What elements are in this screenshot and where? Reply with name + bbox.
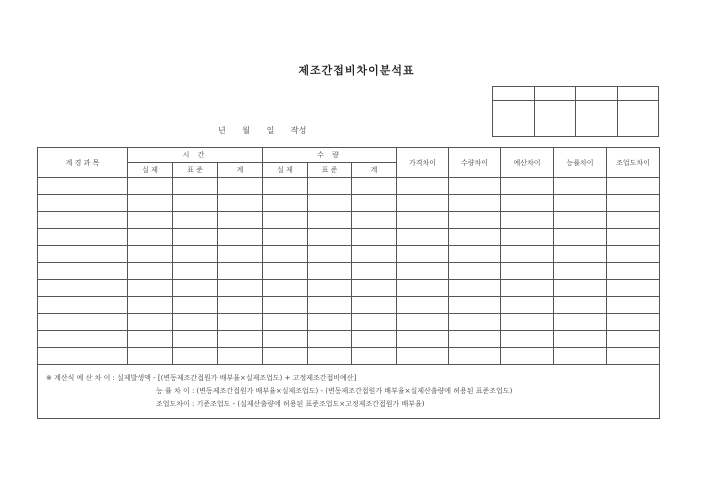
value-cell[interactable] [607, 246, 660, 263]
table-row [38, 195, 660, 212]
value-cell[interactable] [397, 263, 449, 280]
value-cell[interactable] [308, 297, 352, 314]
note-efficiency-variance: 능 률 차 이 : (변동제조간접원가 배부율×실제조업도) - (변동제조간접원가 배부율×실제산출량에 허용된 표준조업도) [156, 387, 513, 395]
approval-sign-cell[interactable] [534, 101, 576, 137]
value-cell[interactable] [352, 314, 397, 331]
value-cell[interactable] [449, 229, 501, 246]
value-cell[interactable] [501, 331, 554, 348]
note-operation-variance: 조업도차이 : 기준조업도 - (실제산출량에 허용된 표준조업도×고정제조간접원가 배부율) [156, 400, 425, 408]
value-cell[interactable] [449, 195, 501, 212]
account-cell[interactable] [38, 314, 128, 331]
account-cell[interactable] [38, 246, 128, 263]
header-quantity: 수 량 [263, 148, 397, 163]
value-cell[interactable] [397, 348, 449, 365]
value-cell[interactable] [501, 297, 554, 314]
value-cell[interactable] [449, 280, 501, 297]
value-cell[interactable] [397, 314, 449, 331]
value-cell[interactable] [308, 178, 352, 195]
value-cell[interactable] [607, 229, 660, 246]
value-cell[interactable] [308, 331, 352, 348]
value-cell[interactable] [501, 314, 554, 331]
value-cell[interactable] [501, 195, 554, 212]
value-cell[interactable] [263, 178, 308, 195]
value-cell[interactable] [308, 280, 352, 297]
value-cell[interactable] [128, 195, 173, 212]
header-operation-diff: 조업도차이 [607, 148, 660, 178]
account-cell[interactable] [38, 229, 128, 246]
value-cell[interactable] [397, 195, 449, 212]
value-cell[interactable] [173, 280, 218, 297]
value-cell[interactable] [607, 331, 660, 348]
value-cell[interactable] [218, 229, 263, 246]
value-cell[interactable] [554, 229, 607, 246]
value-cell[interactable] [308, 263, 352, 280]
value-cell[interactable] [128, 348, 173, 365]
value-cell[interactable] [501, 280, 554, 297]
value-cell[interactable] [308, 246, 352, 263]
value-cell[interactable] [173, 195, 218, 212]
value-cell[interactable] [308, 195, 352, 212]
approval-header-cell[interactable] [493, 87, 535, 101]
header-time-actual: 실 제 [128, 163, 173, 178]
approval-sign-cell[interactable] [617, 101, 659, 137]
date-written-label: 작성 [290, 126, 307, 135]
account-cell[interactable] [38, 195, 128, 212]
account-cell[interactable] [38, 331, 128, 348]
value-cell[interactable] [397, 212, 449, 229]
value-cell[interactable] [397, 178, 449, 195]
value-cell[interactable] [308, 348, 352, 365]
value-cell[interactable] [501, 178, 554, 195]
value-cell[interactable] [263, 195, 308, 212]
value-cell[interactable] [173, 331, 218, 348]
value-cell[interactable] [501, 229, 554, 246]
value-cell[interactable] [128, 263, 173, 280]
page-title: 제조간접비차이분석표 [298, 64, 415, 77]
value-cell[interactable] [607, 212, 660, 229]
table-row [38, 229, 660, 246]
value-cell[interactable] [607, 195, 660, 212]
approval-sign-cell[interactable] [493, 101, 535, 137]
value-cell[interactable] [173, 263, 218, 280]
value-cell[interactable] [263, 297, 308, 314]
value-cell[interactable] [607, 263, 660, 280]
approval-sign-cell[interactable] [576, 101, 618, 137]
value-cell[interactable] [128, 178, 173, 195]
table-row [38, 297, 660, 314]
value-cell[interactable] [397, 280, 449, 297]
value-cell[interactable] [607, 178, 660, 195]
value-cell[interactable] [554, 314, 607, 331]
value-cell[interactable] [554, 348, 607, 365]
value-cell[interactable] [128, 314, 173, 331]
value-cell[interactable] [352, 297, 397, 314]
header-qty-diff: 수량차이 [449, 148, 501, 178]
value-cell[interactable] [449, 331, 501, 348]
value-cell[interactable] [554, 195, 607, 212]
value-cell[interactable] [554, 246, 607, 263]
value-cell[interactable] [218, 178, 263, 195]
value-cell[interactable] [173, 246, 218, 263]
value-cell[interactable] [173, 297, 218, 314]
value-cell[interactable] [449, 178, 501, 195]
header-price-diff: 가격차이 [397, 148, 449, 178]
value-cell[interactable] [218, 212, 263, 229]
value-cell[interactable] [449, 212, 501, 229]
table-row [38, 246, 660, 263]
header-qty-standard: 표 준 [308, 163, 352, 178]
value-cell[interactable] [128, 212, 173, 229]
value-cell[interactable] [263, 314, 308, 331]
table-row [38, 314, 660, 331]
value-cell[interactable] [352, 195, 397, 212]
value-cell[interactable] [218, 280, 263, 297]
value-cell[interactable] [218, 297, 263, 314]
value-cell[interactable] [218, 348, 263, 365]
formula-notes [38, 365, 660, 419]
table-row [38, 212, 660, 229]
variance-analysis-table [37, 147, 660, 419]
account-cell[interactable] [38, 348, 128, 365]
value-cell[interactable] [607, 348, 660, 365]
value-cell[interactable] [218, 195, 263, 212]
value-cell[interactable] [352, 263, 397, 280]
value-cell[interactable] [128, 280, 173, 297]
value-cell[interactable] [173, 229, 218, 246]
value-cell[interactable] [554, 178, 607, 195]
value-cell[interactable] [263, 229, 308, 246]
value-cell[interactable] [263, 212, 308, 229]
value-cell[interactable] [449, 348, 501, 365]
value-cell[interactable] [554, 297, 607, 314]
value-cell[interactable] [501, 212, 554, 229]
date-line [218, 125, 306, 136]
value-cell[interactable] [218, 331, 263, 348]
value-cell[interactable] [352, 229, 397, 246]
account-cell[interactable] [38, 263, 128, 280]
value-cell[interactable] [128, 297, 173, 314]
header-account: 계 경 과 목 [38, 148, 128, 178]
header-time-total: 계 [218, 163, 263, 178]
value-cell[interactable] [128, 229, 173, 246]
value-cell[interactable] [501, 263, 554, 280]
value-cell[interactable] [352, 331, 397, 348]
value-cell[interactable] [263, 348, 308, 365]
value-cell[interactable] [397, 229, 449, 246]
value-cell[interactable] [554, 280, 607, 297]
value-cell[interactable] [173, 178, 218, 195]
value-cell[interactable] [263, 263, 308, 280]
account-cell[interactable] [38, 178, 128, 195]
value-cell[interactable] [501, 348, 554, 365]
value-cell[interactable] [607, 314, 660, 331]
table-body [38, 178, 660, 365]
value-cell[interactable] [607, 280, 660, 297]
value-cell[interactable] [554, 331, 607, 348]
approval-header-cell[interactable] [617, 87, 659, 101]
value-cell[interactable] [449, 263, 501, 280]
value-cell[interactable] [449, 314, 501, 331]
value-cell[interactable] [128, 246, 173, 263]
value-cell[interactable] [397, 246, 449, 263]
note-budget-variance: ※ 계산식 예 산 차 이 : 실제발생액 - [(변동제조간접원가 배부율×실제조업도) + 고정제조간접비예산] [46, 374, 357, 382]
value-cell[interactable] [607, 297, 660, 314]
value-cell[interactable] [173, 314, 218, 331]
value-cell[interactable] [352, 280, 397, 297]
table-row [38, 331, 660, 348]
value-cell[interactable] [128, 331, 173, 348]
date-month-label: 월 [242, 126, 251, 135]
approval-header-cell[interactable] [534, 87, 576, 101]
value-cell[interactable] [449, 297, 501, 314]
header-qty-total: 계 [352, 163, 397, 178]
date-day-label: 일 [266, 126, 275, 135]
value-cell[interactable] [501, 246, 554, 263]
date-year-label: 년 [218, 126, 226, 135]
header-budget-diff: 예산차이 [501, 148, 554, 178]
value-cell[interactable] [218, 314, 263, 331]
value-cell[interactable] [173, 212, 218, 229]
header-qty-actual: 실 제 [263, 163, 308, 178]
header-time-standard: 표 준 [173, 163, 218, 178]
value-cell[interactable] [397, 297, 449, 314]
approval-header-cell[interactable] [576, 87, 618, 101]
value-cell[interactable] [352, 212, 397, 229]
account-cell[interactable] [38, 297, 128, 314]
value-cell[interactable] [218, 263, 263, 280]
header-time: 시 간 [128, 148, 263, 163]
value-cell[interactable] [554, 263, 607, 280]
table-row [38, 178, 660, 195]
account-cell[interactable] [38, 212, 128, 229]
value-cell[interactable] [218, 246, 263, 263]
table-row [38, 280, 660, 297]
value-cell[interactable] [308, 314, 352, 331]
value-cell[interactable] [173, 348, 218, 365]
account-cell[interactable] [38, 280, 128, 297]
value-cell[interactable] [352, 348, 397, 365]
value-cell[interactable] [554, 212, 607, 229]
value-cell[interactable] [352, 178, 397, 195]
value-cell[interactable] [308, 212, 352, 229]
table-row [38, 348, 660, 365]
value-cell[interactable] [397, 331, 449, 348]
value-cell[interactable] [263, 331, 308, 348]
value-cell[interactable] [263, 280, 308, 297]
header-efficiency-diff: 능률차이 [554, 148, 607, 178]
value-cell[interactable] [352, 246, 397, 263]
value-cell[interactable] [449, 246, 501, 263]
value-cell[interactable] [263, 246, 308, 263]
table-row [38, 263, 660, 280]
approval-box [492, 86, 659, 137]
value-cell[interactable] [308, 229, 352, 246]
